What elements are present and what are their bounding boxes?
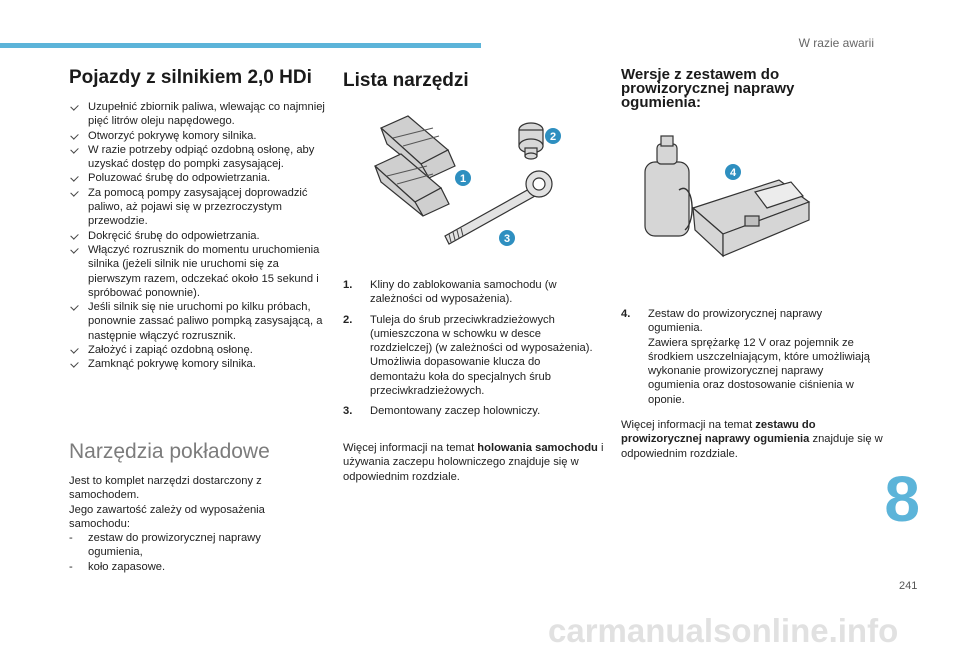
tools-intro-line: Jest to komplet narzędzi dostarczony z samochodem. (69, 475, 262, 502)
info-text: Więcej informacji na temat (621, 419, 756, 431)
step-item: Włączyć rozrusznik do momentu uruchomienia silnika (jeżeli silnik nie uruchomi się za pierwszym razem, odczekać około 15 sekund i spróbować ponownie). (69, 243, 331, 300)
callout-1-label: 1 (459, 173, 467, 185)
tools-title: Narzędzia pokładowe (69, 440, 270, 463)
callout-3-label: 3 (503, 233, 511, 245)
info-bold: holowania samochodu (477, 442, 598, 454)
callout-4-label: 4 (729, 167, 737, 179)
step-item: Jeśli silnik się nie uruchomi po kilku próbach, ponownie zassać paliwo pompką zasysającą, a następnie włączyć rozrusznik. (69, 300, 331, 343)
repair-kit-info (621, 418, 883, 461)
towing-info (343, 441, 605, 484)
tools-items (343, 278, 593, 425)
tool-item-number: 3. (343, 405, 353, 418)
step-item: Otworzyć pokrywę komory silnika. (69, 129, 331, 143)
info-text: i używania zaczepu holowniczego znajduje się w odpowiednim rozdziale. (343, 442, 604, 483)
tools-list-item: - zestaw do prowizorycznej naprawy ogumienia, (69, 531, 289, 560)
step-item: Za pomocą pompy zasysającej doprowadzić paliwo, aż pojawi się w przezroczystym przewodzie. (69, 186, 331, 229)
info-text: znajduje się w odpowiednim rozdziale. (621, 433, 883, 460)
tools-intro (69, 474, 289, 574)
repair-kit-title: Wersje z zestawem do prowizorycznej naprawy ogumienia: (621, 66, 795, 111)
tool-item-number: 2. (343, 313, 353, 326)
tools-illustration (353, 108, 563, 258)
tool-item (343, 313, 593, 399)
info-text: Więcej informacji na temat (343, 442, 478, 454)
tool-item (343, 278, 593, 307)
tools-intro-line: Jego zawartość zależy od wyposażenia samochodu: (69, 503, 265, 530)
diesel-steps (69, 100, 331, 372)
page-number: 241 (899, 580, 918, 592)
tools-list-item: - koło zapasowe. (69, 560, 289, 574)
step-item: Dokręcić śrubę do odpowietrzania. (69, 229, 331, 243)
kit-item (621, 307, 871, 407)
info-bold: zestawu do prowizorycznej naprawy ogumienia (621, 419, 816, 446)
tool-item-text: Umożliwia dopasowanie klucza do demontażu koła do specjalnych śrub przeciwkradzieżowych. (370, 356, 551, 398)
step-item: Zamknąć pokrywę komory silnika. (69, 357, 331, 371)
watermark: carmanualsonline.info (548, 612, 899, 649)
step-item: Założyć i zapiąć ozdobną osłonę. (69, 343, 331, 357)
step-item: W razie potrzeby odpiąć ozdobną osłonę, aby uzyskać dostęp do pompki zasysającej. (69, 143, 331, 172)
step-item: Uzupełnić zbiornik paliwa, wlewając co najmniej pięć litrów oleju napędowego. (69, 100, 331, 129)
repair-kit-items (621, 307, 871, 413)
tools-list-title: Lista narzędzi (343, 70, 469, 91)
tool-item-number: 1. (343, 279, 353, 291)
section-header: W razie awarii (798, 36, 874, 50)
kit-item-number: 4. (621, 308, 631, 320)
tool-item-text: Kliny do zablokowania samochodu (w zależności od wyposażenia). (370, 279, 557, 306)
diesel-title: Pojazdy z silnikiem 2,0 HDi (69, 67, 312, 88)
kit-item-text: Zestaw do prowizorycznej naprawy ogumienia. (648, 308, 823, 335)
tool-item (343, 404, 593, 418)
step-item: Poluzować śrubę do odpowietrzania. (69, 171, 331, 185)
tool-item-text: Tuleja do śrub przeciwkradzieżowych (umieszczona w schowku w desce rozdzielczej) (w zależności od wyposażenia). (370, 313, 593, 355)
chapter-number: 8 (884, 463, 920, 535)
accent-bar (0, 43, 481, 48)
kit-item-text: Zawiera sprężarkę 12 V oraz pojemnik ze środkiem uszczelniającym, które umożliwiają wykonanie prowizorycznej naprawy ogumienia oraz dostosowanie ciśnienia w oponie. (648, 336, 870, 406)
tool-item-text: Demontowany zaczep holowniczy. (370, 405, 541, 418)
repair-kit-illustration (615, 130, 815, 260)
callout-2-label: 2 (549, 131, 557, 143)
